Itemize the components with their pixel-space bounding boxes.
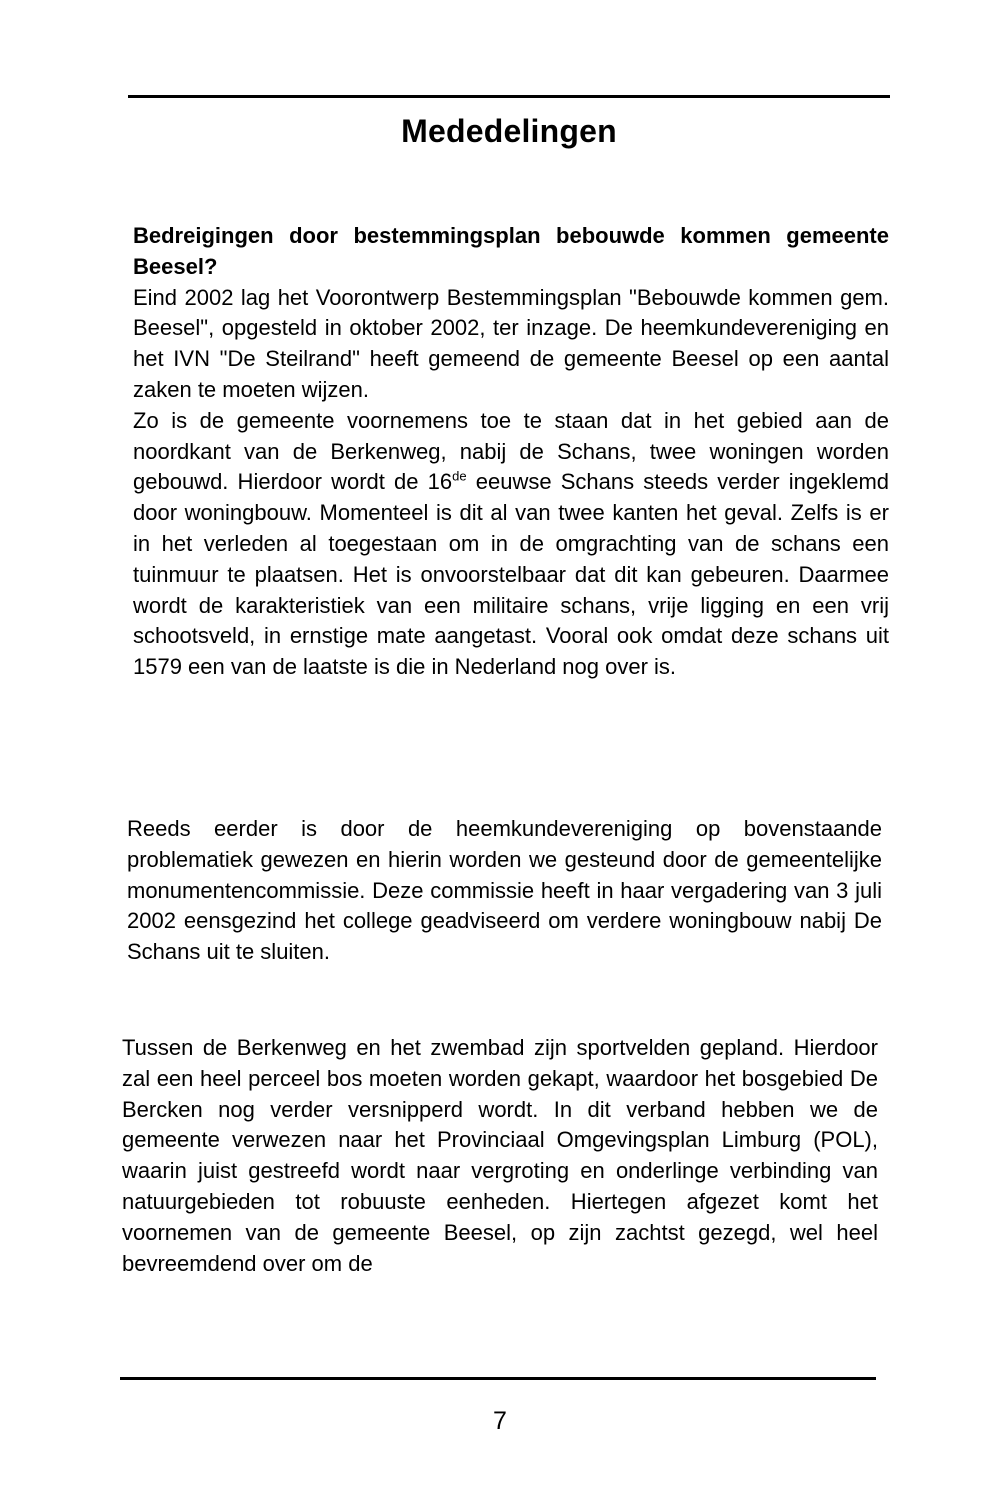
bottom-rule — [120, 1377, 876, 1380]
paragraph-schans — [133, 406, 889, 683]
paragraph-intro: Eind 2002 lag het Voorontwerp Bestemmingsplan "Bebouwde kommen gem. Beesel", opgesteld in oktober 2002, ter inzage. De heemkundevereniging en het IVN "De Steilrand" heeft gemeend de gemeente Beesel op een aantal zaken te moeten wijzen. — [133, 284, 889, 402]
section-sportfields — [122, 1033, 878, 1279]
paragraph-commission: Reeds eerder is door de heemkundevereniging op bovenstaande problematiek gewezen en hierin worden we gesteund door de gemeentelijke monumentencommissie. Deze commissie heeft in haar vergadering van 3 juli 2002 eensgezind het college geadviseerd om verdere woningbouw nabij De Schans uit te sluiten. — [127, 816, 882, 965]
section-monument-commission — [127, 814, 882, 968]
ordinal-superscript: de — [452, 469, 467, 485]
page-number: 7 — [493, 1407, 507, 1435]
paragraph-schans-part1: Zo is de gemeente voornemens toe te staan dat in het gebied aan de noordkant van de Berkenweg, nabij de Schans, twee woningen worden gebouwd. Hierdoor wordt de 16 — [133, 407, 889, 495]
section-threats — [133, 221, 889, 683]
top-rule — [128, 95, 890, 98]
paragraph-sportfields: Tussen de Berkenweg en het zwembad zijn sportvelden gepland. Hierdoor zal een heel perceel bos moeten worden gekapt, waardoor het bosgebied De Bercken nog verder versnipperd wordt. In dit verband hebben we de gemeente verwezen naar het Provinciaal Omgevingsplan Limburg (POL), waarin juist gestreefd wordt naar vergroting en onderlinge verbinding van natuurgebieden tot robuuste eenheden. Hiertegen afgezet komt het voornemen van de gemeente Beesel, op zijn zachtst gezegd, wel heel bevreemdend over om de — [122, 1035, 878, 1276]
paragraph-schans-part2: eeuwse Schans steeds verder ingeklemd door woningbouw. Momenteel is dit al van twee kanten het geval. Zelfs is er in het verleden al toegestaan om in de omgrachting van de schans een tuinmuur te plaatsen. Het is onvoorstelbaar dat dit kan gebeuren. Daarmee wordt de karakteristiek van een militaire schans, vrije ligging en een vrij schootsveld, in ernstige mate aangetast. Vooral ook omdat deze schans uit 1579 een van de laatste is die in Nederland nog over is. — [133, 469, 890, 680]
page-title: Mededelingen — [401, 113, 617, 149]
section-heading: Bedreigingen door bestemmingsplan bebouwde kommen gemeente Beesel? — [133, 223, 889, 279]
